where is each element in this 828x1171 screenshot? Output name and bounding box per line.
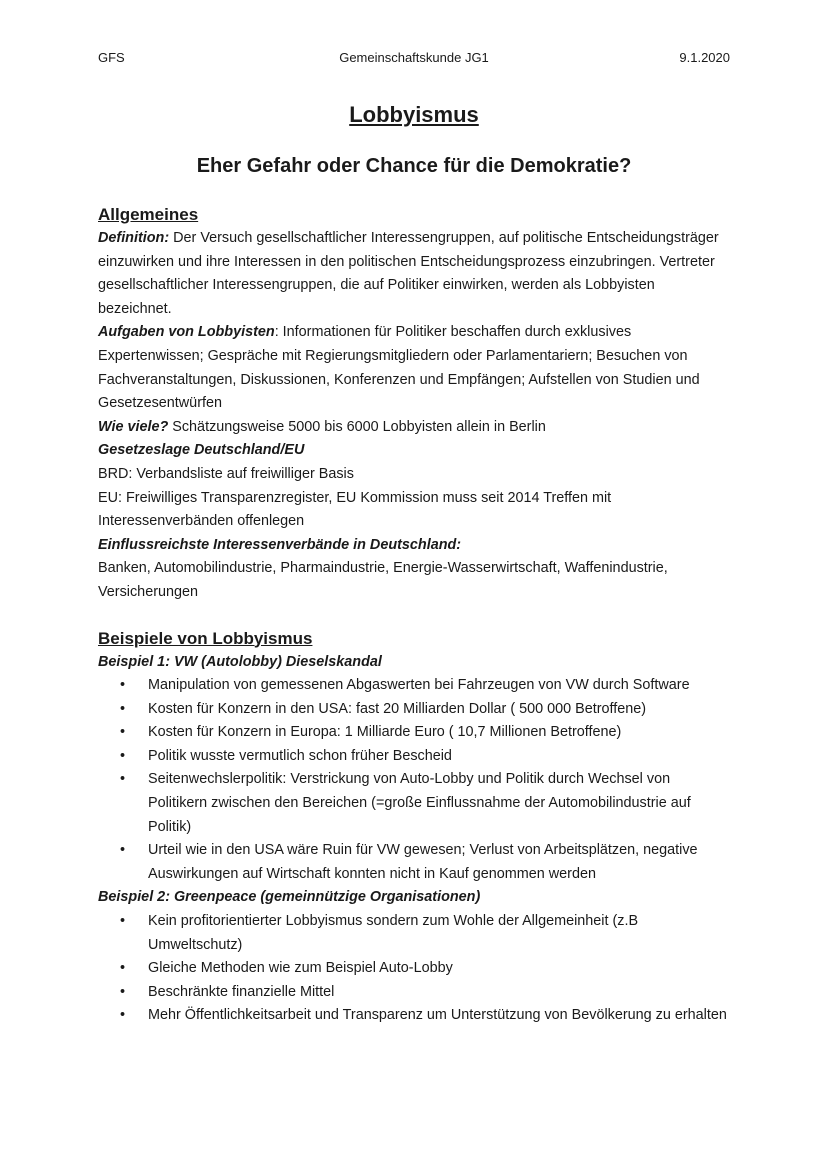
bullet-icon: •: [120, 677, 126, 694]
aufgaben-text: : Informationen für Politiker beschaffen durch exklusives Expertenwissen; Gespräche mit Regierungsmitgliedern oder Parlamentariern; Besuchen von Fachveranstaltungen, Diskussionen, Konferenzen und Empfängen; Aufstellen von Studien und Gesetzesentwürfen: [98, 324, 700, 412]
list-item: [98, 698, 730, 722]
list-item: [98, 957, 730, 981]
section-spacer: [98, 605, 730, 627]
definition-label: Definition:: [98, 230, 170, 246]
definition-paragraph: [98, 227, 730, 321]
einfluss-text: Banken, Automobilindustrie, Pharmaindustrie, Energie-Wasserwirtschaft, Waffenindustrie, Versicherungen: [98, 560, 668, 600]
header-center: Gemeinschaftskunde JG1: [339, 50, 489, 65]
list-item-text: Seitenwechslerpolitik: Verstrickung von Auto-Lobby und Politik durch Wechsel von Politikern zwischen den Bereichen (=große Einflussnahme der Automobilindustrie auf Politik): [148, 771, 691, 835]
page-header: [98, 50, 730, 68]
bullet-icon: •: [120, 724, 126, 741]
section-heading-beispiele: Beispiele von Lobbyismus: [98, 628, 313, 648]
list-item: [98, 839, 730, 886]
document-subtitle: Eher Gefahr oder Chance für die Demokratie?: [196, 155, 632, 177]
bullet-icon: •: [120, 842, 126, 859]
brd-text: BRD: Verbandsliste auf freiwilliger Basis: [98, 465, 354, 482]
bullet-icon: •: [120, 771, 126, 788]
aufgaben-paragraph: [98, 321, 730, 415]
list-item: [98, 768, 730, 839]
document-body: [98, 203, 730, 1028]
document-title: Lobbyismus: [349, 102, 479, 127]
bullet-icon: •: [120, 913, 126, 930]
list-item-text: Politik wusste vermutlich schon früher Bescheid: [148, 747, 452, 764]
bullet-icon: •: [120, 1007, 126, 1024]
list-item-text: Kein profitorientierter Lobbyismus sondern zum Wohle der Allgemeinheit (z.B Umweltschutz): [148, 913, 639, 953]
eu-text: EU: Freiwilliges Transparenzregister, EU Kommission muss seit 2014 Treffen mit Interessenverbänden offenlegen: [98, 489, 612, 530]
list-item: [98, 721, 730, 745]
list-item: [98, 910, 730, 957]
wieviele-text: Schätzungsweise 5000 bis 6000 Lobbyisten allein in Berlin: [168, 418, 546, 435]
bullet-icon: •: [120, 983, 126, 1000]
header-date: 9.1.2020: [679, 50, 730, 65]
aufgaben-label: Aufgaben von Lobbyisten: [98, 324, 275, 341]
list-item-text: Gleiche Methoden wie zum Beispiel Auto-Lobby: [148, 960, 453, 977]
list-item: [98, 745, 730, 769]
bullet-icon: •: [120, 700, 126, 717]
list-item-text: Mehr Öffentlichkeitsarbeit und Transparenz um Unterstützung von Bevölkerung zu erhalten: [148, 1007, 727, 1024]
list-item: [98, 981, 730, 1005]
wieviele-paragraph: [98, 416, 730, 440]
bullet-icon: •: [120, 960, 126, 977]
list-item-text: Kosten für Konzern in den USA: fast 20 Milliarden Dollar ( 500 000 Betroffene): [148, 700, 647, 717]
einfluss-label: Einflussreichste Interessenverbände in Deutschland:: [98, 536, 462, 553]
section-heading-allgemeines: Allgemeines: [98, 205, 199, 224]
list-item: [98, 1004, 730, 1028]
list-item-text: Beschränkte finanzielle Mittel: [148, 983, 335, 1000]
header-left: GFS: [98, 50, 125, 65]
example1-list: [98, 674, 730, 886]
definition-text: Der Versuch gesellschaftlicher Interessengruppen, auf politische Entscheidungsträger einzuwirken und ihre Interessen in den politischen Entscheidungsprozess einzubringen. Vertreter gesellschaftlicher Interessengruppen, die auf Politiker einwirken, werden als Lobbyisten bezeichnet.: [98, 230, 719, 317]
bullet-icon: •: [120, 747, 126, 764]
list-item: [98, 674, 730, 698]
list-item-text: Urteil wie in den USA wäre Ruin für VW gewesen; Verlust von Arbeitsplätzen, negative Auswirkungen auf Wirtschaft konnten nicht in Kauf genommen werden: [148, 842, 698, 882]
list-item-text: Kosten für Konzern in Europa: 1 Milliarde Euro ( 10,7 Millionen Betroffene): [148, 724, 622, 741]
list-item-text: Manipulation von gemessenen Abgaswerten bei Fahrzeugen von VW durch Software: [148, 677, 690, 694]
wieviele-label: Wie viele?: [98, 418, 169, 435]
gesetzeslage-label: Gesetzeslage Deutschland/EU: [98, 442, 305, 459]
example2-list: [98, 910, 730, 1028]
example1-label: Beispiel 1: VW (Autolobby) Dieselskandal: [98, 653, 382, 670]
example2-label: Beispiel 2: Greenpeace (gemeinnützige Organisationen): [98, 889, 481, 906]
